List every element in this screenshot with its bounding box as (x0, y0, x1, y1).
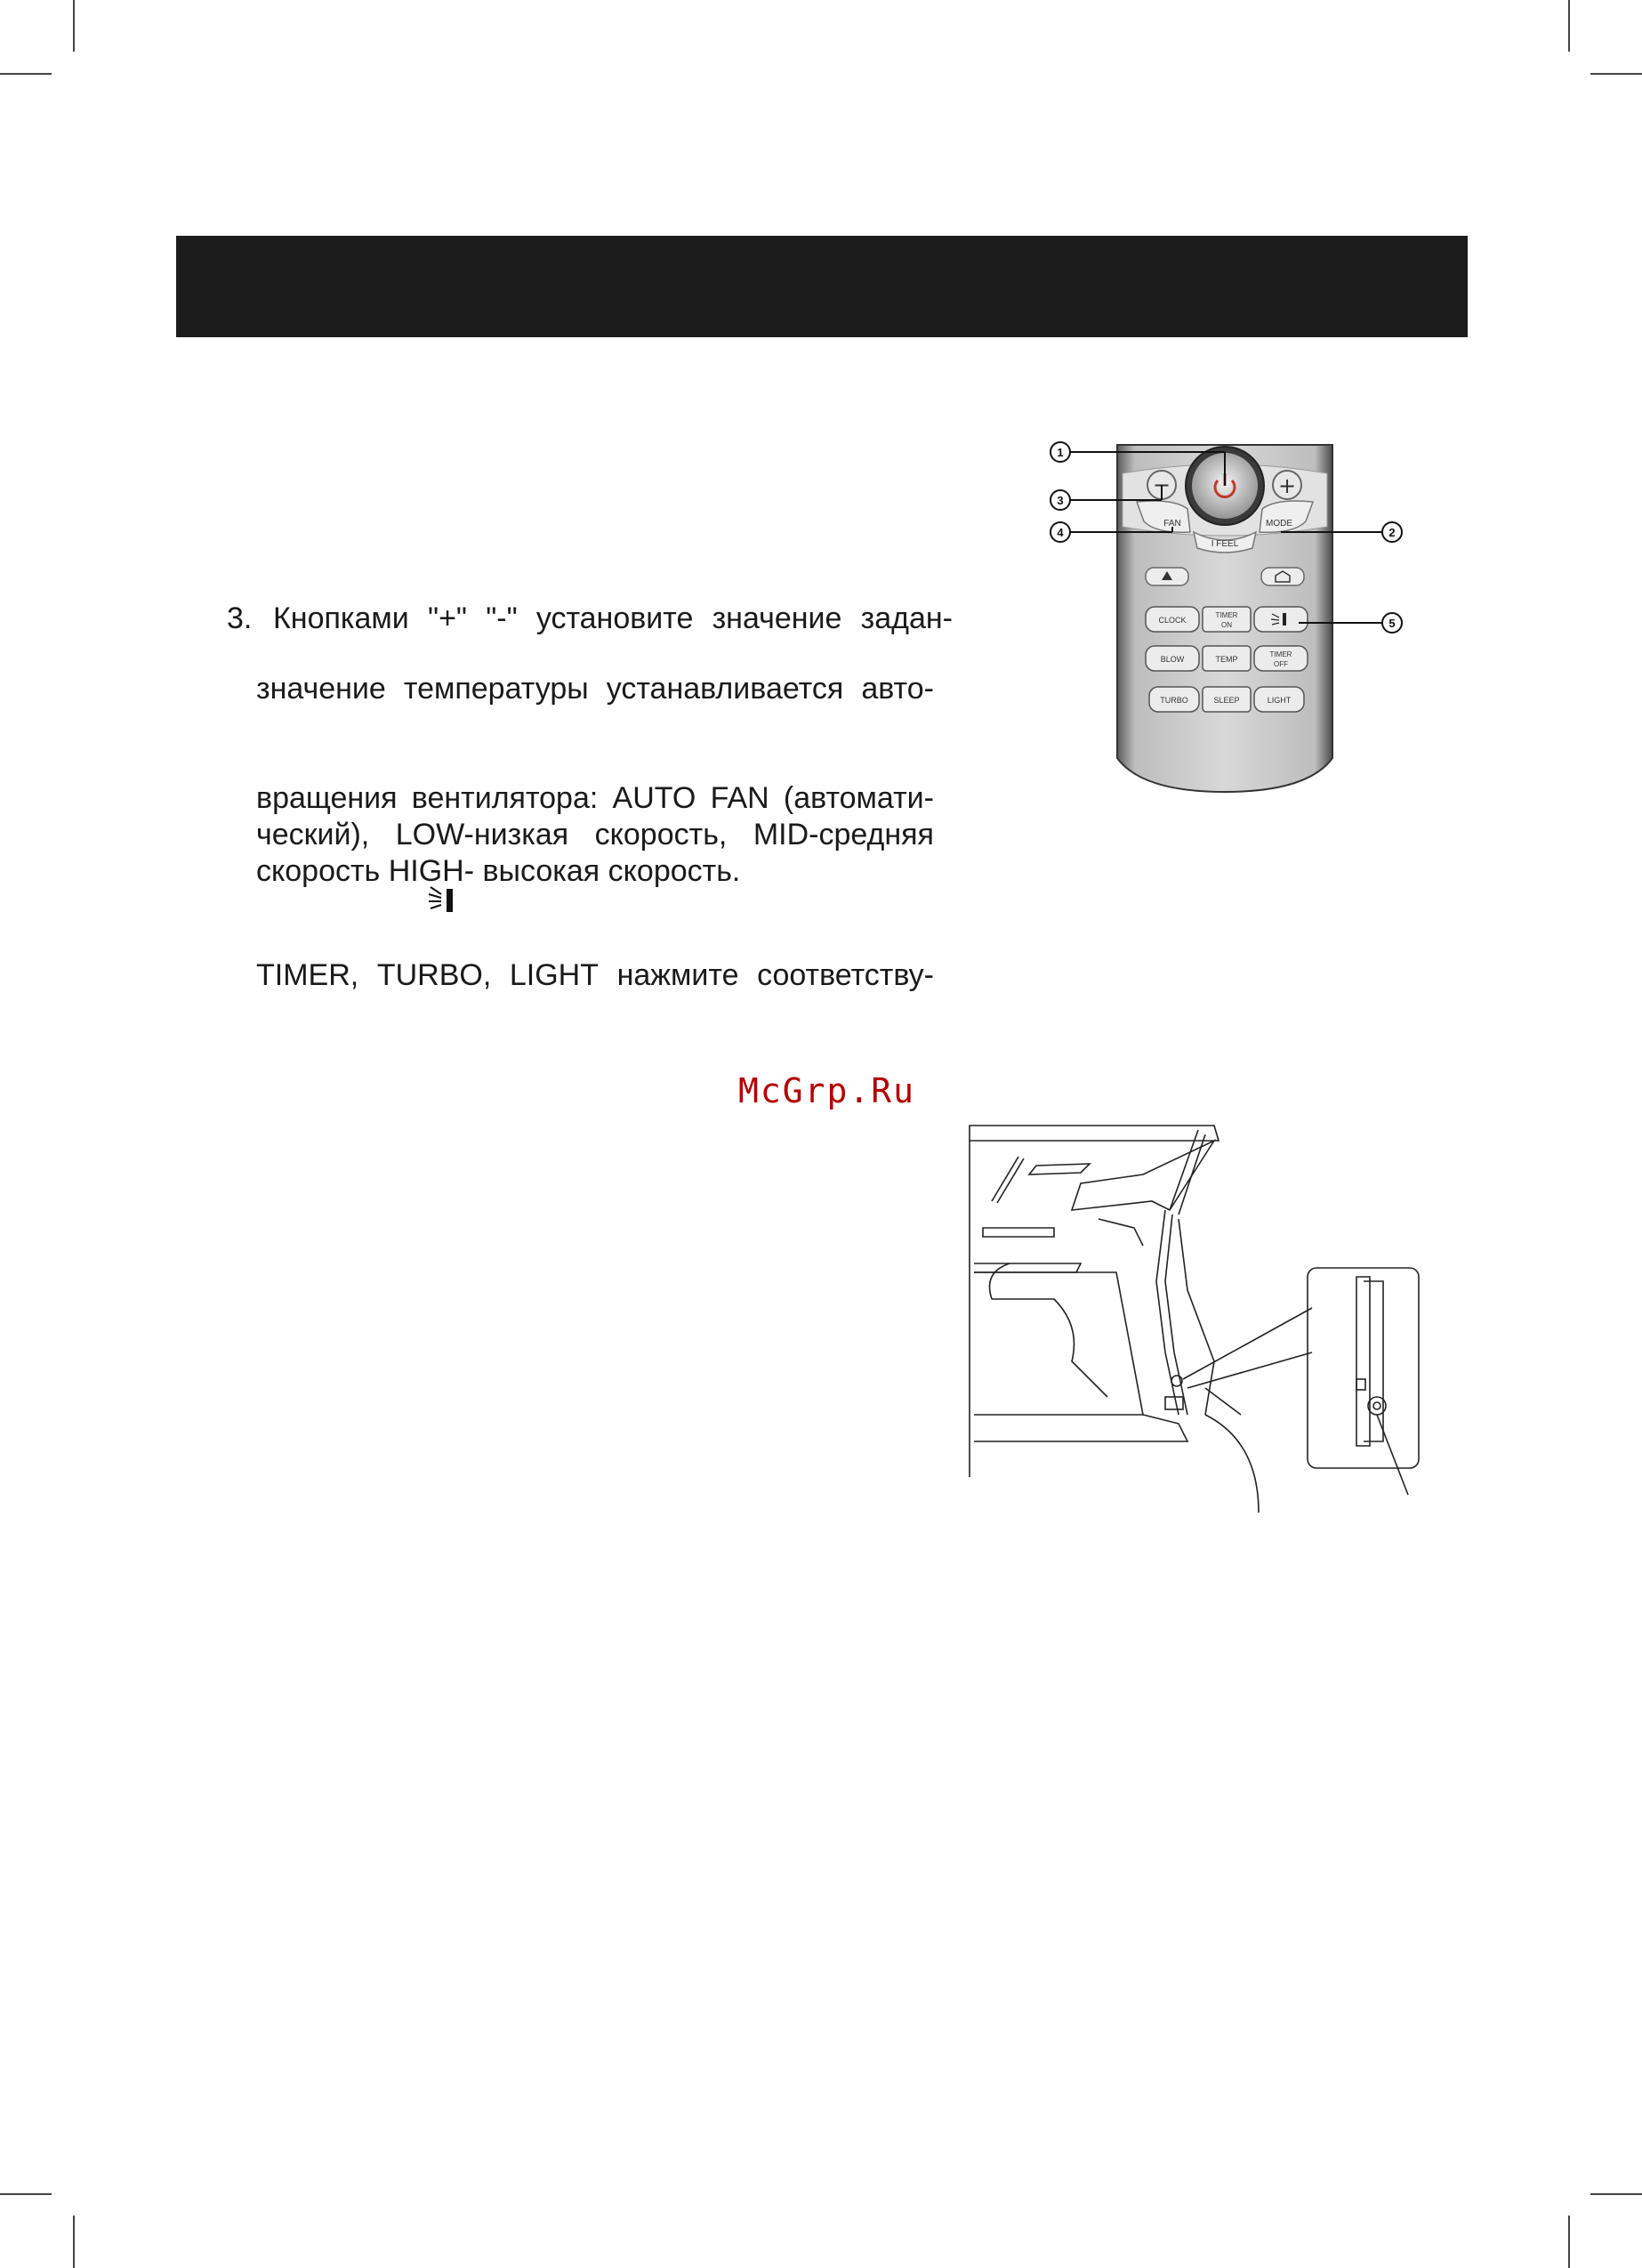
word: скорость, (594, 818, 728, 852)
word: TIMER, (256, 958, 359, 992)
crop-mark-tl-h (0, 73, 52, 75)
watermark: McGrp.Ru (738, 1071, 916, 1110)
ifeel-label: I FEEL (1211, 539, 1239, 549)
word: соответству- (757, 958, 934, 992)
word: FAN (710, 781, 769, 815)
word: ческий), (256, 818, 370, 852)
minus-button-label: − (1152, 472, 1171, 497)
svg-text:3: 3 (1057, 494, 1064, 507)
fan-label: FAN (1163, 519, 1181, 529)
timer-on-label-1: TIMER (1215, 611, 1238, 619)
light-label: LIGHT (1267, 696, 1292, 705)
word: (автомати- (783, 781, 934, 815)
word: MID-средняя (753, 818, 934, 852)
item-3-line-3 (256, 779, 934, 817)
word: "+" (428, 601, 467, 635)
swing-symbol-icon (427, 884, 457, 916)
remote-control-illustration (1041, 438, 1414, 803)
word: задан- (860, 601, 953, 635)
callout-5 (1382, 613, 1402, 633)
blow-label: BLOW (1160, 655, 1185, 664)
callout-1 (1050, 442, 1070, 462)
mode-label: MODE (1266, 519, 1292, 529)
svg-text:2: 2 (1388, 526, 1396, 539)
plus-button-label: + (1277, 473, 1297, 498)
word: устанавливается (606, 672, 844, 706)
word: температуры (403, 672, 589, 706)
item-3-line-2 (256, 670, 934, 707)
item-3-line-5: скорость HIGH- высокая скорость. (256, 854, 741, 888)
word: Кнопками (273, 601, 409, 635)
svg-text:5: 5 (1388, 617, 1396, 630)
item-number: 3. (227, 601, 253, 635)
callout-3 (1050, 490, 1070, 510)
word: значение (256, 672, 386, 706)
timer-off-label-1: TIMER (1269, 650, 1292, 658)
crop-mark-tl-v (73, 0, 75, 52)
timer-off-label-2: OFF (1274, 660, 1288, 668)
word: нажмите (616, 958, 739, 992)
turbo-label: TURBO (1160, 696, 1188, 705)
item-3-line-4 (256, 816, 934, 853)
item-3-line-6 (256, 956, 934, 994)
clock-label: CLOCK (1158, 616, 1187, 625)
crop-mark-tr-h (1590, 73, 1642, 75)
word: "-" (486, 601, 518, 635)
callout-4 (1050, 522, 1070, 542)
crop-mark-tr-v (1568, 0, 1570, 52)
word: вентилятора: (411, 781, 599, 815)
crop-mark-bl-v (73, 2216, 75, 2268)
temp-label: TEMP (1215, 655, 1238, 664)
crop-mark-bl-h (0, 2193, 52, 2195)
section-header-bar (176, 236, 1468, 337)
word: вращения (256, 781, 398, 815)
word: авто- (861, 672, 934, 706)
crop-mark-br-v (1568, 2216, 1570, 2268)
item-3-line-1 (227, 600, 953, 637)
callout-2 (1382, 522, 1402, 542)
svg-text:1: 1 (1057, 446, 1064, 459)
indoor-unit-panel-illustration (965, 1121, 1428, 1513)
word: значение (712, 601, 842, 635)
crop-mark-br-h (1590, 2193, 1642, 2195)
word: LOW-низкая (395, 818, 569, 852)
word: AUTO (612, 781, 696, 815)
svg-text:4: 4 (1057, 526, 1064, 539)
sleep-label: SLEEP (1213, 696, 1240, 705)
word: LIGHT (509, 958, 599, 992)
timer-on-label-2: ON (1221, 621, 1232, 629)
word: установите (535, 601, 694, 635)
word: TURBO, (376, 958, 492, 992)
